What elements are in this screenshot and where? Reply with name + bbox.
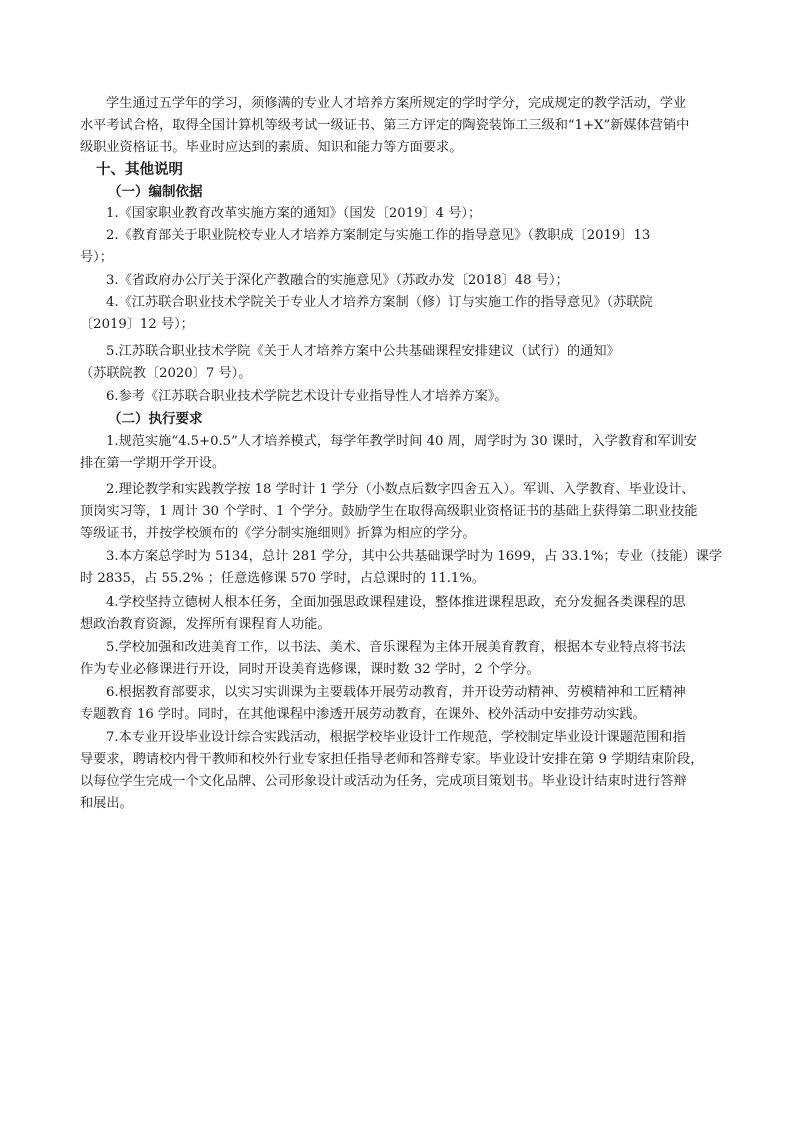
basis-item-line: 6.参考《江苏联合职业技术学院艺术设计专业指导性人才培养方案》。: [106, 389, 508, 404]
basis-item: [80, 203, 728, 225]
requirement-item-line: 时 2835，占 55.2% ；任意选修课 570 学时，占总课时的 11.1%。: [80, 571, 486, 586]
requirement-item: [80, 592, 728, 636]
requirement-item: [80, 727, 728, 815]
subsection-heading-basis: （一）编制依据: [108, 184, 203, 200]
requirement-item: [80, 637, 728, 681]
basis-item: [80, 386, 728, 408]
requirement-item-line: 7.本专业开设毕业设计综合实践活动，根据学校毕业设计工作规范，学校制定毕业设计课题范围和指: [106, 730, 686, 745]
basis-item-line: 2.《教育部关于职业院校专业人才培养方案制定与实施工作的指导意见》（教职成〔2019〕13: [106, 228, 651, 243]
requirement-item: [80, 479, 728, 545]
requirement-item-line: 导要求，聘请校内骨干教师和校外行业专家担任指导老师和答辩专家。毕业设计安排在第 9 学期结束阶段，: [80, 752, 704, 767]
requirement-item-line: 6.根据教育部要求，以实习实训课为主要载体开展劳动教育，并开设劳动精神、劳模精神和工匠精神: [106, 685, 686, 700]
basis-item-line: 5.江苏联合职业技术学院《关于人才培养方案中公共基础课程安排建议（试行）的通知》: [106, 344, 620, 359]
requirement-item-line: 顶岗实习等，1 周计 30 个学时、1 个学分。鼓励学生在取得高级职业资格证书的基础上获得第二职业技能: [80, 504, 698, 519]
basis-item: [80, 292, 728, 336]
requirement-item-line: 和展出。: [80, 796, 133, 811]
requirement-item-line: 专题教育 16 学时。同时，在其他课程中渗透开展劳动教育，在课外、校外活动中安排劳动实践。: [80, 707, 646, 722]
requirement-item: [80, 431, 728, 475]
section-heading: 十、其他说明: [96, 161, 183, 178]
requirement-item: [80, 682, 728, 726]
basis-item-line: 1.《国家职业教育改革实施方案的通知》（国发〔2019〕4 号）；: [106, 206, 482, 221]
basis-item-line: 3.《省政府办公厅关于深化产教融合的实施意见》（苏政办发〔2018〕48 号）；: [106, 273, 569, 288]
basis-item: [80, 225, 728, 269]
requirement-item-line: 等级证书，并按学校颁布的《学分制实施细则》折算为相应的学分。: [80, 526, 476, 541]
basis-item-line: 〔2019〕12 号）；: [80, 317, 194, 332]
intro-line: 学生通过五学年的学习，须修满的专业人才培养方案所规定的学时学分，完成规定的教学活动，学业: [106, 96, 687, 111]
basis-item-line: 号）；: [80, 250, 113, 265]
requirement-item-line: 排在第一学期开学开设。: [80, 456, 226, 471]
basis-item-line: 4.《江苏联合职业技术学院关于专业人才培养方案制（修）订与实施工作的指导意见》（苏联院: [106, 295, 653, 310]
requirement-item-line: 以每位学生完成一个文化品牌、公司形象设计或活动为任务，完成项目策划书。毕业设计结束时进行答辩: [80, 774, 687, 789]
requirement-item: [80, 546, 728, 590]
requirement-item-line: 4.学校坚持立德树人根本任务，全面加强思政课程建设，整体推进课程思政，充分发掘各类课程的思: [106, 595, 686, 610]
requirement-item-line: 1.规范实施“4.5+0.5”人才培养模式，每学年教学时间 40 周，周学时为 30 课时，入学教育和军训安: [106, 434, 697, 449]
basis-item: [80, 341, 728, 385]
requirement-item-line: 作为专业必修课进行开设，同时开设美育选修课，课时数 32 学时，2 个学分。: [80, 662, 540, 677]
intro-paragraph: [80, 93, 728, 159]
basis-item: [80, 270, 728, 292]
intro-line: 级职业资格证书。毕业时应达到的素质、知识和能力等方面要求。: [80, 140, 463, 155]
requirement-item-line: 2.理论教学和实践教学按 18 学时计 1 学分（小数点后数字四舍五入）。军训、入学教育、毕业设计、: [106, 482, 695, 497]
basis-item-line: （苏联院教〔2020〕7 号）。: [80, 366, 252, 381]
requirement-item-line: 想政治教育资源，发挥所有课程育人功能。: [80, 617, 331, 632]
requirement-item-line: 3.本方案总学时为 5134，总计 281 学分，其中公共基础课学时为 1699，占 33.1%；专业（技能）课学: [106, 549, 723, 564]
requirement-item-line: 5.学校加强和改进美育工作，以书法、美术、音乐课程为主体开展美育教育，根据本专业特点将书法: [106, 640, 686, 655]
intro-line: 水平考试合格，取得全国计算机等级考试一级证书、第三方评定的陶瓷装饰工三级和“1+X”新媒体营销中: [80, 118, 690, 133]
subsection-heading-requirements: （二）执行要求: [108, 411, 203, 427]
